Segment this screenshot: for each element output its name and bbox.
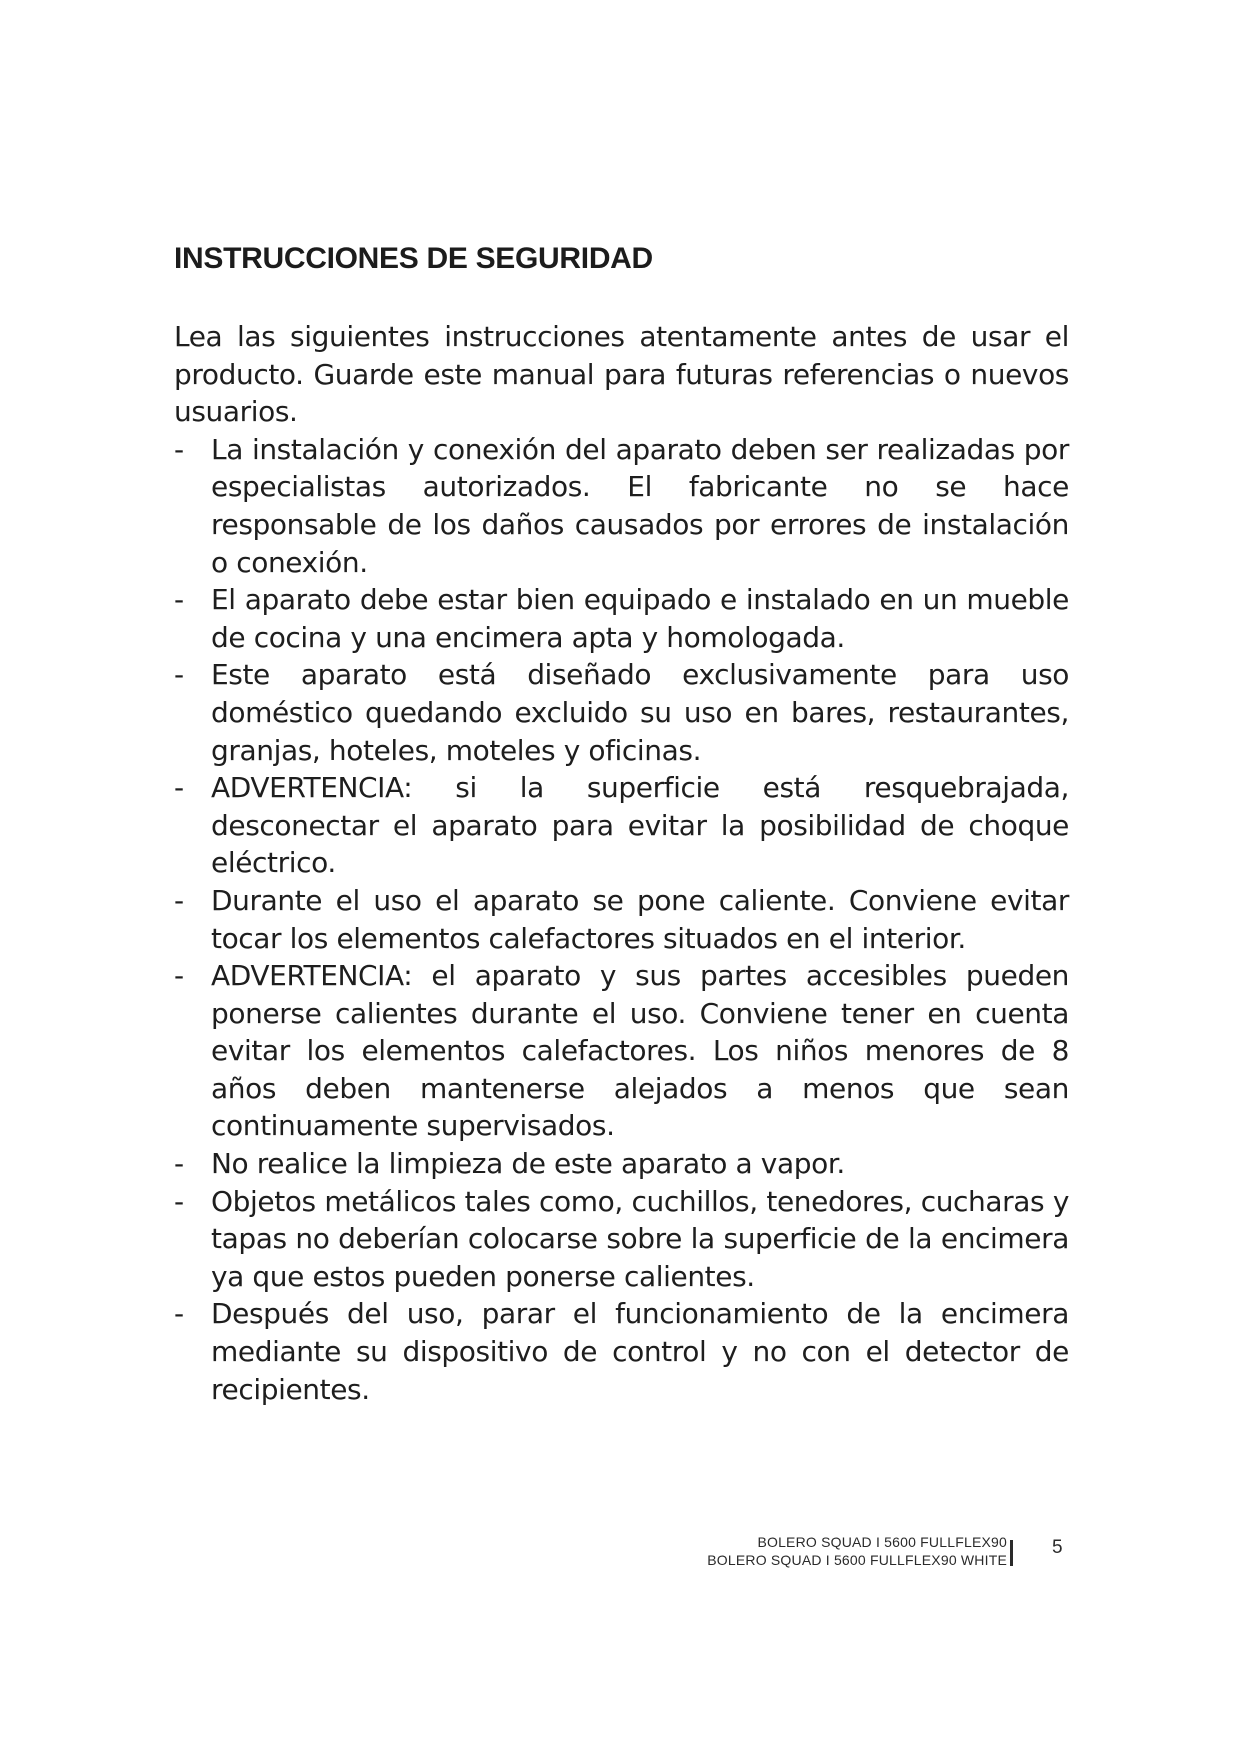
list-item (174, 882, 1069, 957)
bullet-dash: - (174, 959, 184, 993)
bullet-dash: - (174, 883, 184, 917)
list-item-text: Objetos metálicos tales como, cuchillos, tenedores, cucharas y tapas no deberían colocarse sobre la superficie de la encimera ya que estos pueden ponerse calientes. (211, 1184, 1069, 1293)
list-item (174, 769, 1069, 882)
list-item (174, 957, 1069, 1145)
list-item-text: Durante el uso el aparato se pone caliente. Conviene evitar tocar los elementos calefactores situados en el interior. (211, 883, 1069, 955)
footer-model-line-2: BOLERO SQUAD I 5600 FULLFLEX90 WHITE (707, 1552, 1007, 1568)
page-title: INSTRUCCIONES DE SEGURIDAD (174, 242, 653, 275)
bullet-dash: - (174, 771, 184, 805)
safety-content (174, 318, 1069, 1408)
list-item (174, 1183, 1069, 1296)
bullet-dash: - (174, 583, 184, 617)
list-item (174, 431, 1069, 581)
list-item-text: Este aparato está diseñado exclusivamente para uso doméstico quedando excluido su uso en bares, restaurantes, granjas, hoteles, moteles y oficinas. (211, 658, 1069, 767)
bullet-dash: - (174, 432, 184, 466)
bullet-dash: - (174, 1184, 184, 1218)
intro-paragraph: Lea las siguientes instrucciones atentamente antes de usar el producto. Guarde este manual para futuras referencias o nuevos usuarios. (174, 320, 1069, 429)
footer-model-names (707, 1533, 1007, 1569)
list-item-text: Después del uso, parar el funcionamiento de la encimera mediante su dispositivo de control y no con el detector de recipientes. (211, 1297, 1069, 1406)
list-item-text: No realice la limpieza de este aparato a vapor. (211, 1147, 845, 1181)
list-item (174, 1145, 1069, 1183)
list-item-text: ADVERTENCIA: si la superficie está resquebrajada, desconectar el aparato para evitar la posibilidad de choque eléctrico. (211, 771, 1069, 880)
footer-model-line-1: BOLERO SQUAD I 5600 FULLFLEX90 (757, 1534, 1007, 1550)
bullet-dash: - (174, 658, 184, 692)
bullet-dash: - (174, 1297, 184, 1331)
bullet-dash: - (174, 1147, 184, 1181)
list-item-text: ADVERTENCIA: el aparato y sus partes accesibles pueden ponerse calientes durante el uso. Conviene tener en cuenta evitar los elementos calefactores. Los niños menores de 8 años deben mantenerse alejados a menos que sean continuamente supervisados. (211, 959, 1069, 1143)
list-item (174, 656, 1069, 769)
safety-list (174, 431, 1069, 1408)
list-item (174, 1295, 1069, 1408)
footer-divider (1010, 1540, 1013, 1566)
list-item (174, 581, 1069, 656)
page-number: 5 (1052, 1537, 1063, 1558)
list-item-text: La instalación y conexión del aparato deben ser realizadas por especialistas autorizados. El fabricante no se hace responsable de los daños causados por errores de instalación o conexión. (211, 432, 1069, 579)
list-item-text: El aparato debe estar bien equipado e instalado en un mueble de cocina y una encimera apta y homologada. (211, 583, 1069, 654)
